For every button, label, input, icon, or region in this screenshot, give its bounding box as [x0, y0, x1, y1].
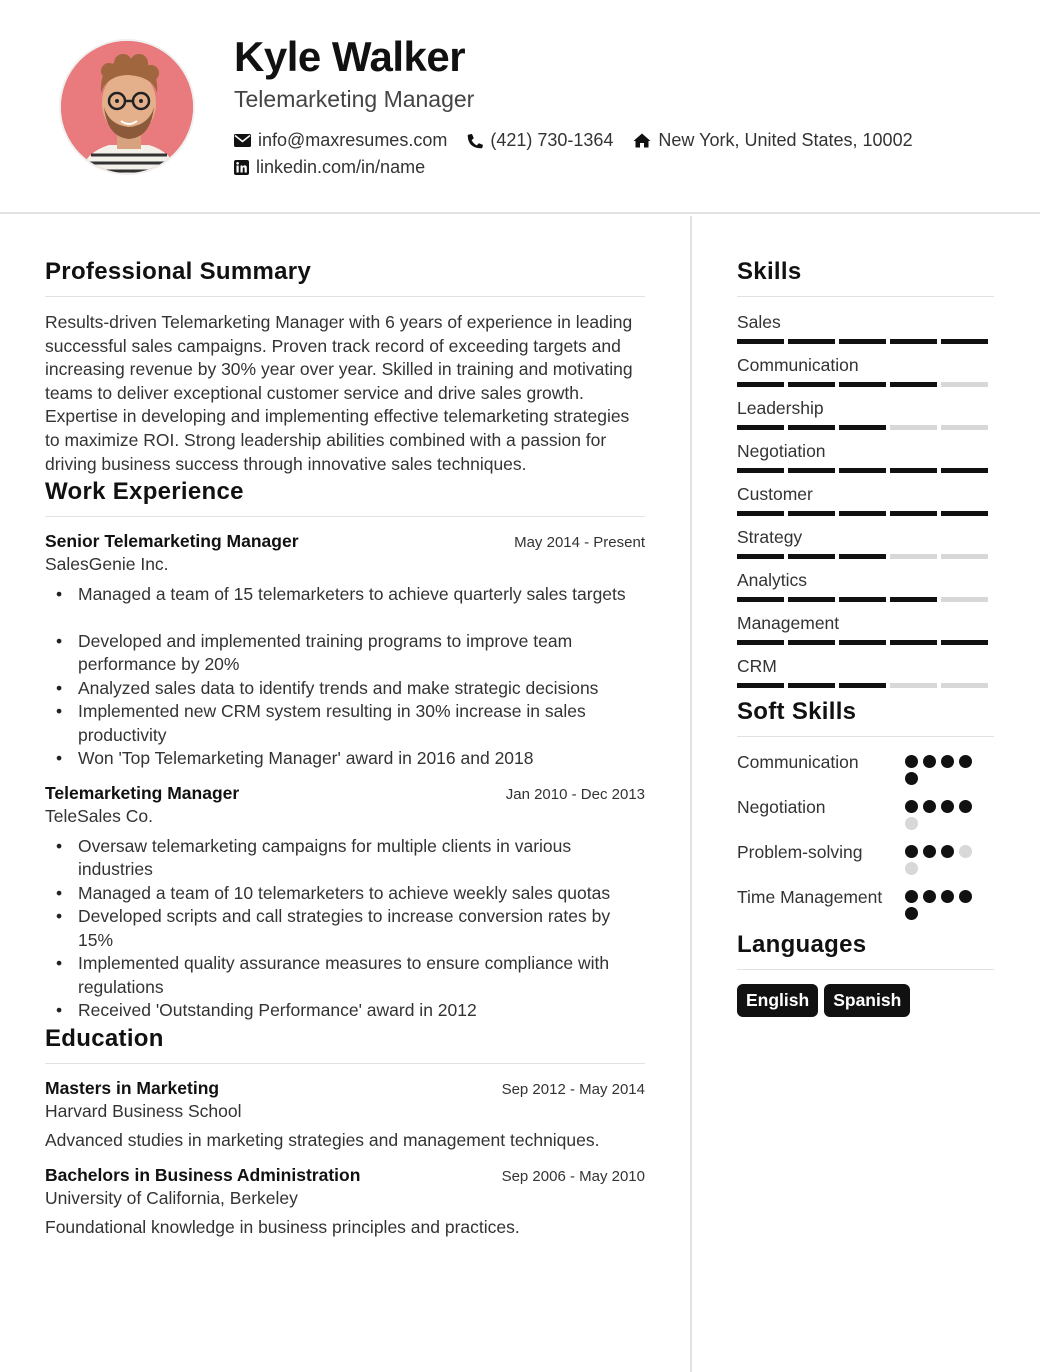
job-company: TeleSales Co.	[45, 805, 153, 826]
skill-item	[737, 483, 994, 516]
education-heading: Education	[45, 1025, 645, 1064]
skill-level-segment	[839, 339, 886, 344]
linkedin-text: linkedin.com/in/name	[256, 157, 426, 177]
job-bullet: • Oversaw telemarketing campaigns for multiple clients in various industries	[45, 835, 645, 882]
rating-dot	[905, 772, 918, 785]
skill-level-segment	[941, 554, 988, 559]
skill-level-segment	[890, 511, 937, 516]
skills-list	[737, 311, 994, 688]
skill-name: Analytics	[737, 570, 808, 590]
candidate-name: Kyle Walker	[234, 33, 466, 80]
skill-level-bar	[737, 468, 994, 473]
skill-level-segment	[890, 468, 937, 473]
degree-title: Masters in Marketing	[45, 1077, 220, 1098]
skill-item	[737, 397, 994, 430]
job-entry	[45, 783, 645, 1023]
soft-skill-name: Problem-solving	[737, 842, 863, 862]
skill-name: Strategy	[737, 527, 803, 547]
education-date: Sep 2012 - May 2014	[501, 1080, 645, 1098]
soft-skill-name: Negotiation	[737, 797, 826, 817]
skill-level-segment	[839, 468, 886, 473]
main-column	[45, 258, 645, 1238]
skill-level-segment	[839, 425, 886, 430]
education-date: Sep 2006 - May 2010	[501, 1167, 645, 1185]
phone-contact[interactable]	[467, 130, 613, 151]
skill-level-segment	[788, 425, 835, 430]
job-bullet: • Implemented new CRM system resulting in 30% increase in sales productivity	[45, 700, 645, 747]
rating-dot	[941, 800, 954, 813]
soft-skill-name: Time Management	[737, 887, 883, 907]
rating-dot	[923, 845, 936, 858]
rating-dot	[905, 907, 918, 920]
soft-skill-rating	[905, 796, 980, 834]
rating-dot	[941, 890, 954, 903]
skill-level-segment	[839, 640, 886, 645]
education-description: Advanced studies in marketing strategies and management techniques.	[45, 1129, 600, 1150]
rating-dot	[905, 862, 918, 875]
sidebar-column	[737, 258, 994, 1017]
skill-level-segment	[737, 468, 784, 473]
skill-level-segment	[737, 425, 784, 430]
school-name: University of California, Berkeley	[45, 1187, 298, 1208]
envelope-icon	[234, 134, 251, 147]
candidate-title: Telemarketing Manager	[234, 86, 475, 112]
skill-name: Sales	[737, 312, 781, 332]
skill-level-segment	[737, 382, 784, 387]
skill-name: Management	[737, 613, 840, 633]
skill-item	[737, 354, 994, 387]
skill-level-segment	[737, 554, 784, 559]
skill-level-segment	[737, 640, 784, 645]
job-bullet: • Developed scripts and call strategies to increase conversion rates by 15%	[45, 905, 645, 952]
skill-name: CRM	[737, 656, 777, 676]
language-tag: Spanish	[824, 984, 910, 1017]
skill-level-segment	[941, 597, 988, 602]
rating-dot	[905, 755, 918, 768]
soft-skill-item	[737, 841, 994, 879]
phone-icon	[467, 133, 483, 149]
skill-level-segment	[788, 554, 835, 559]
job-bullet: • Managed a team of 10 telemarketers to achieve weekly sales quotas	[45, 882, 645, 906]
skill-level-segment	[788, 511, 835, 516]
skill-level-segment	[890, 425, 937, 430]
rating-dot	[905, 890, 918, 903]
skill-level-bar	[737, 511, 994, 516]
job-bullet: • Received 'Outstanding Performance' award in 2012	[45, 999, 645, 1023]
resume-header	[0, 0, 1040, 214]
job-title: Senior Telemarketing Manager	[45, 531, 299, 552]
skill-level-bar	[737, 640, 994, 645]
rating-dot	[941, 755, 954, 768]
skill-level-segment	[890, 683, 937, 688]
email-text: info@maxresumes.com	[258, 130, 448, 150]
job-title: Telemarketing Manager	[45, 782, 240, 803]
profile-photo-illustration	[61, 41, 195, 175]
skill-level-segment	[737, 511, 784, 516]
skill-level-segment	[941, 640, 988, 645]
skill-level-bar	[737, 382, 994, 387]
location-text: New York, United States, 10002	[658, 130, 913, 150]
job-company: SalesGenie Inc.	[45, 554, 169, 575]
skill-level-segment	[788, 683, 835, 688]
soft-skills-heading: Soft Skills	[737, 698, 994, 737]
skill-level-segment	[737, 597, 784, 602]
soft-skill-rating	[905, 841, 980, 879]
job-bullet: • Implemented quality assurance measures to ensure compliance with regulations	[45, 952, 645, 999]
rating-dot	[941, 845, 954, 858]
skill-name: Leadership	[737, 398, 824, 418]
job-bullet: • Managed a team of 15 telemarketers to achieve quarterly sales targets	[45, 583, 645, 607]
skill-item	[737, 612, 994, 645]
job-entry	[45, 531, 645, 771]
contact-row	[234, 130, 933, 151]
email-contact[interactable]	[234, 130, 447, 151]
skill-level-segment	[839, 382, 886, 387]
skill-item	[737, 569, 994, 602]
skill-level-segment	[839, 597, 886, 602]
column-divider	[690, 216, 692, 1372]
skill-item	[737, 311, 994, 344]
job-date: Jan 2010 - Dec 2013	[505, 785, 645, 803]
linkedin-icon	[234, 160, 249, 175]
skill-level-segment	[890, 640, 937, 645]
languages-list	[737, 984, 994, 1017]
summary-text: Results-driven Telemarketing Manager with 6 years of experience in leading successful sales campaigns. Proven track record of exceeding targets and increasing revenue by 30% year over year. Skilled in training and motivating teams to deliver exceptional customer service and drive sales growth. Expertise in developing and implementing effective telemarketing strategies to maximize ROI. Strong leadership abilities combined with a passion for driving business success through innovative sales techniques.	[45, 312, 633, 474]
rating-dot	[923, 800, 936, 813]
rating-dot	[959, 800, 972, 813]
skill-level-segment	[890, 382, 937, 387]
job-date: May 2014 - Present	[514, 534, 645, 552]
skill-item	[737, 440, 994, 473]
skill-level-segment	[737, 683, 784, 688]
skill-level-segment	[839, 683, 886, 688]
skill-level-segment	[941, 382, 988, 387]
rating-dot	[923, 890, 936, 903]
soft-skill-item	[737, 886, 994, 924]
job-bullet: • Analyzed sales data to identify trends and make strategic decisions	[45, 677, 645, 701]
school-name: Harvard Business School	[45, 1100, 242, 1121]
job-bullet: • Won 'Top Telemarketing Manager' award in 2016 and 2018	[45, 747, 645, 771]
rating-dot	[923, 755, 936, 768]
job-bullets	[45, 835, 645, 1023]
skill-level-segment	[839, 554, 886, 559]
skill-level-segment	[788, 640, 835, 645]
rating-dot	[959, 890, 972, 903]
skill-level-segment	[941, 468, 988, 473]
skill-name: Customer	[737, 484, 813, 504]
skill-level-segment	[788, 382, 835, 387]
job-bullets	[45, 583, 645, 771]
skill-level-segment	[737, 339, 784, 344]
skill-level-bar	[737, 425, 994, 430]
education-entry	[45, 1078, 645, 1151]
skill-name: Communication	[737, 355, 859, 375]
summary-heading: Professional Summary	[45, 258, 645, 297]
education-description: Foundational knowledge in business principles and practices.	[45, 1216, 520, 1237]
soft-skill-item	[737, 796, 994, 834]
skill-level-bar	[737, 339, 994, 344]
skill-level-bar	[737, 554, 994, 559]
soft-skill-rating	[905, 751, 980, 789]
soft-skill-name: Communication	[737, 752, 859, 772]
skill-level-bar	[737, 683, 994, 688]
skill-level-segment	[788, 597, 835, 602]
location-contact	[633, 130, 912, 151]
experience-heading: Work Experience	[45, 478, 645, 517]
rating-dot	[905, 800, 918, 813]
rating-dot	[905, 817, 918, 830]
skill-item	[737, 526, 994, 559]
skill-level-segment	[788, 339, 835, 344]
skill-level-segment	[941, 339, 988, 344]
soft-skill-rating	[905, 886, 980, 924]
education-entry	[45, 1165, 645, 1238]
skills-heading: Skills	[737, 258, 994, 297]
rating-dot	[905, 845, 918, 858]
soft-skills-list	[737, 751, 994, 924]
skill-name: Negotiation	[737, 441, 826, 461]
language-tag: English	[737, 984, 818, 1017]
skill-level-segment	[890, 339, 937, 344]
home-icon	[633, 133, 651, 148]
skill-item	[737, 655, 994, 688]
skill-level-segment	[839, 511, 886, 516]
skill-level-segment	[788, 468, 835, 473]
skill-level-segment	[941, 425, 988, 430]
skill-level-segment	[941, 511, 988, 516]
rating-dot	[959, 755, 972, 768]
languages-heading: Languages	[737, 931, 994, 970]
skill-level-segment	[941, 683, 988, 688]
profile-photo	[59, 39, 195, 175]
degree-title: Bachelors in Business Administration	[45, 1164, 361, 1185]
skill-level-segment	[890, 597, 937, 602]
skill-level-bar	[737, 597, 994, 602]
rating-dot	[959, 845, 972, 858]
soft-skill-item	[737, 751, 994, 789]
skill-level-segment	[890, 554, 937, 559]
contact-row-2	[234, 157, 445, 178]
job-bullet: • Developed and implemented training programs to improve team performance by 20%	[45, 630, 645, 677]
linkedin-contact[interactable]	[234, 157, 425, 178]
phone-text: (421) 730-1364	[490, 130, 614, 150]
